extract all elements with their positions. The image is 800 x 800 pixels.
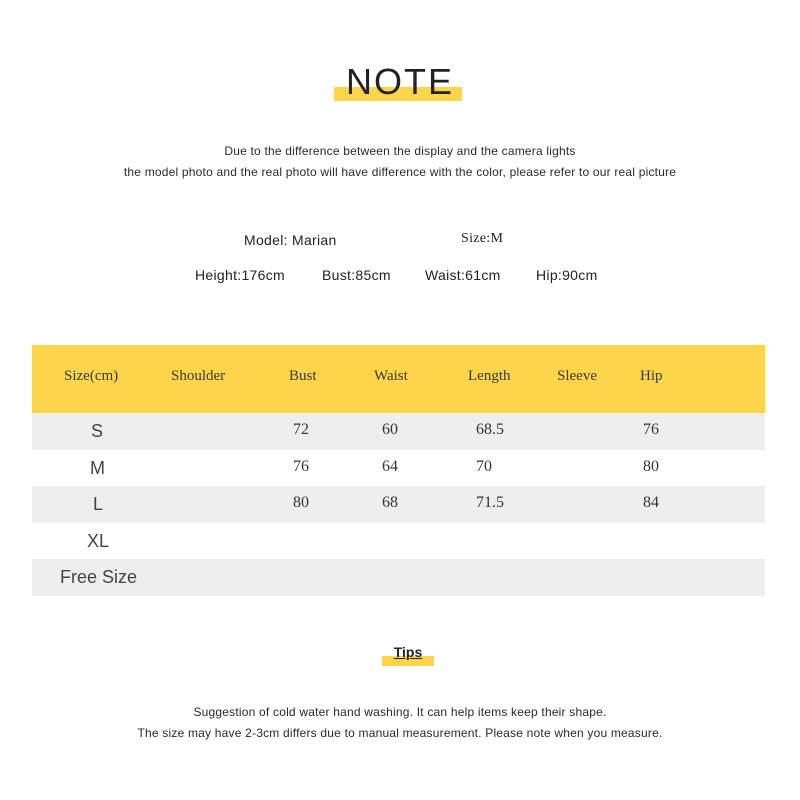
cell-bust: 76 <box>293 457 309 475</box>
cell-size: M <box>90 457 105 478</box>
disclaimer-line-1: Due to the difference between the display and the camera lights <box>224 144 576 158</box>
tips-title: Tips <box>393 644 423 660</box>
header-length: Length <box>468 368 511 384</box>
model-height: Height:176cm <box>195 267 285 283</box>
cell-size: S <box>91 421 104 441</box>
model-name: Model: Marian <box>244 232 337 248</box>
cell-length: 68.5 <box>476 421 504 438</box>
model-waist: Waist:61cm <box>425 267 501 283</box>
table-row <box>32 559 765 596</box>
cell-hip: 80 <box>643 457 659 475</box>
cell-waist: 64 <box>382 457 398 475</box>
model-bust: Bust:85cm <box>322 267 391 283</box>
model-size: Size:M <box>461 231 504 246</box>
header-waist: Waist <box>374 368 408 384</box>
cell-bust: 72 <box>293 421 309 438</box>
cell-size: L <box>93 494 104 514</box>
cell-size: Free Size <box>60 567 138 587</box>
header-shoulder: Shoulder <box>171 368 226 384</box>
header-hip: Hip <box>640 368 663 384</box>
cell-bust: 80 <box>293 494 309 511</box>
note-title: NOTE <box>345 61 454 102</box>
header-size: Size(cm) <box>64 368 119 384</box>
model-hip: Hip:90cm <box>536 267 598 283</box>
table-row <box>32 486 765 523</box>
tip-line-2: The size may have 2-3cm differs due to manual measurement. Please note when you measure. <box>137 726 663 740</box>
cell-size: XL <box>87 530 110 551</box>
disclaimer-line-2: the model photo and the real photo will have difference with the color, please refer to our real picture <box>123 165 677 179</box>
tip-line-1: Suggestion of cold water hand washing. It can help items keep their shape. <box>193 705 607 719</box>
cell-length: 70 <box>476 457 492 475</box>
table-row <box>32 413 765 450</box>
header-sleeve: Sleeve <box>557 368 597 384</box>
cell-waist: 68 <box>382 494 398 511</box>
cell-waist: 60 <box>382 421 398 438</box>
header-bust: Bust <box>289 368 317 384</box>
cell-hip: 84 <box>643 494 659 511</box>
table-row <box>32 450 765 487</box>
cell-hip: 76 <box>643 421 659 438</box>
cell-length: 71.5 <box>476 494 504 511</box>
table-row <box>32 523 765 560</box>
table-header-row <box>32 345 765 413</box>
size-table <box>32 345 765 596</box>
